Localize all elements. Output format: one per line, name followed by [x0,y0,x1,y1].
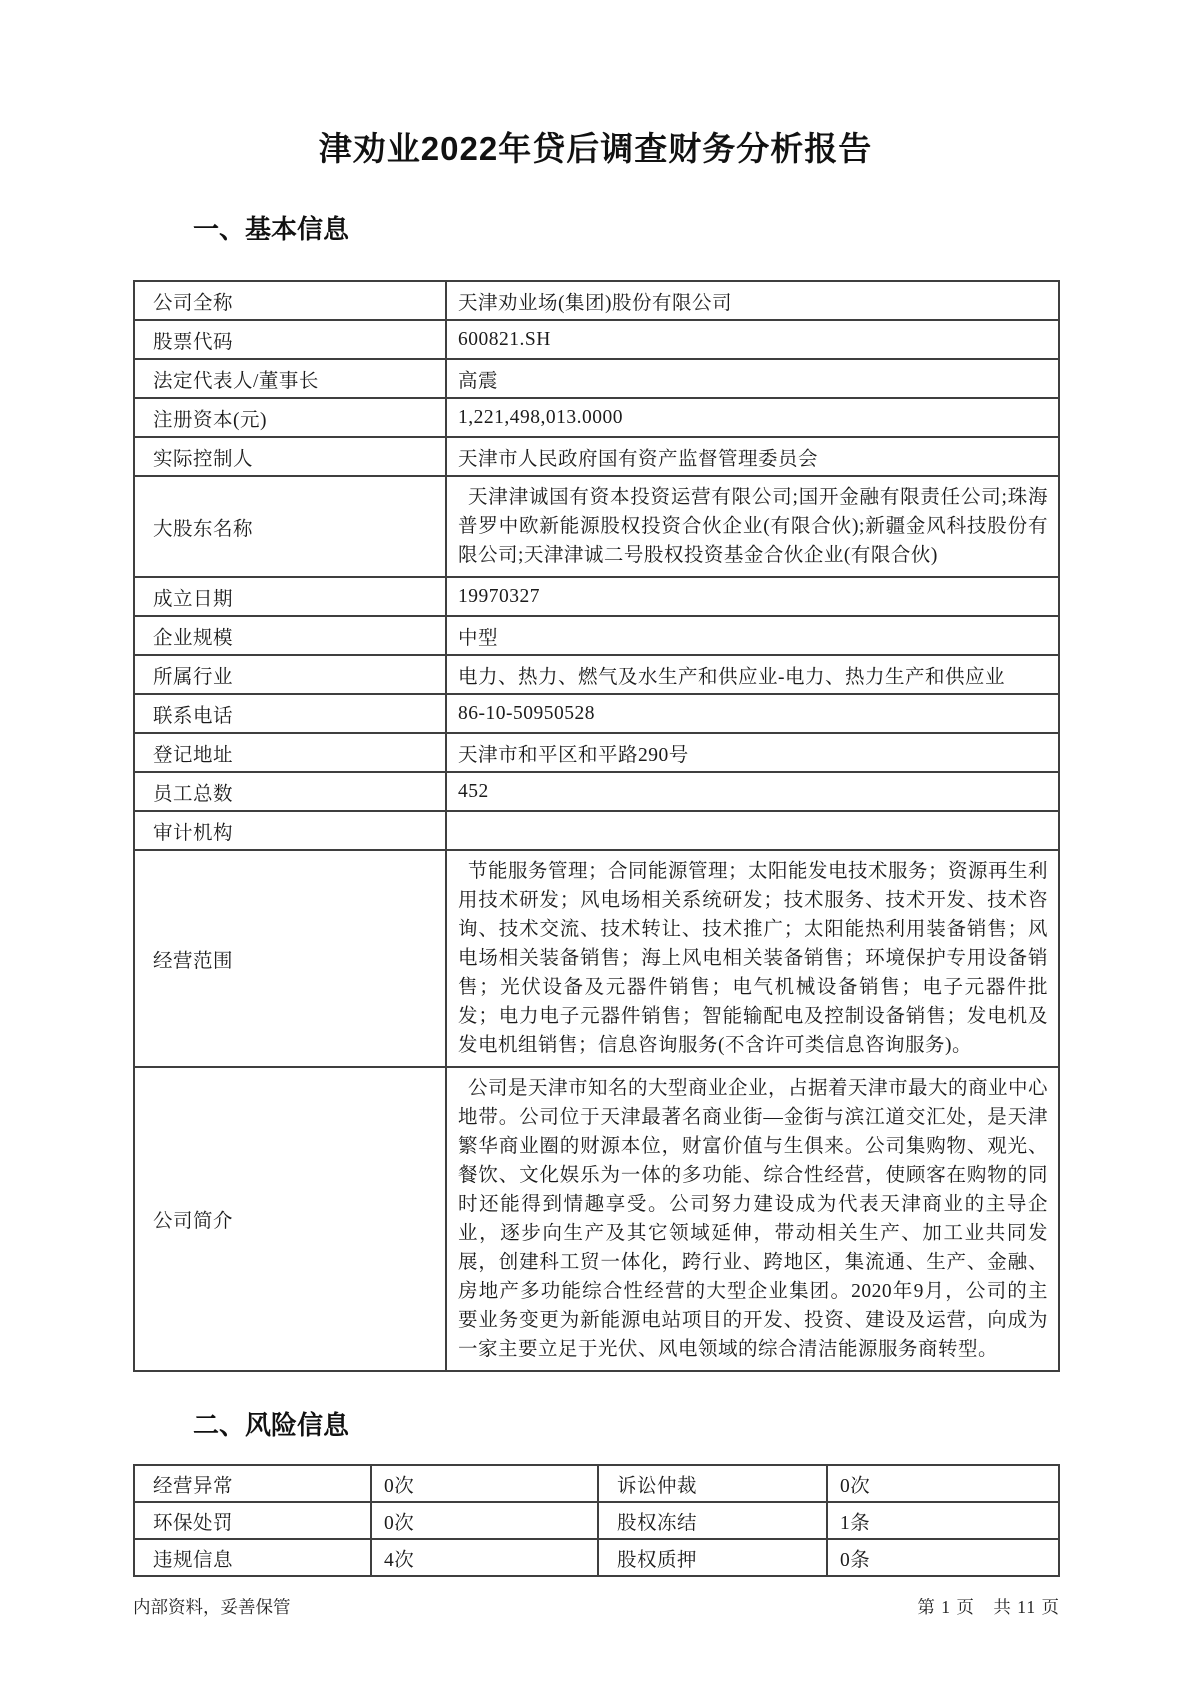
table-row [134,733,1059,772]
row-label: 成立日期 [134,577,446,616]
table-row [134,398,1059,437]
page-footer [133,1594,1060,1619]
row-label: 法定代表人/董事长 [134,359,446,398]
row-label: 公司全称 [134,281,446,320]
table-row [134,1465,1059,1502]
risk-value: 0次 [371,1502,598,1539]
row-value: 电力、热力、燃气及水生产和供应业-电力、热力生产和供应业 [446,655,1059,694]
risk-label: 股权冻结 [598,1502,827,1539]
risk-label: 股权质押 [598,1539,827,1576]
page-indicator: 第 1 页 共 11 页 [917,1597,1060,1617]
table-row [134,359,1059,398]
row-label: 大股东名称 [134,476,446,577]
table-row [134,320,1059,359]
row-value: 节能服务管理；合同能源管理；太阳能发电技术服务；资源再生利用技术研发；风电场相关系统研发；技术服务、技术开发、技术咨询、技术交流、技术转让、技术推广；太阳能热利用装备销售；风电场相关装备销售；海上风电相关装备销售；环境保护专用设备销售；光伏设备及元器件销售；电气机械设备销售；电子元器件批发；电力电子元器件销售；智能输配电及控制设备销售；发电机及发电机组销售；信息咨询服务(不含许可类信息咨询服务)。 [446,850,1059,1067]
row-value: 天津劝业场(集团)股份有限公司 [446,281,1059,320]
risk-info-table [133,1464,1060,1577]
section-heading-risk-info: 二、风险信息 [193,1410,350,1440]
row-value: 天津市和平区和平路290号 [446,733,1059,772]
risk-value: 1条 [827,1502,1059,1539]
row-label: 登记地址 [134,733,446,772]
row-label: 公司简介 [134,1067,446,1371]
table-row [134,772,1059,811]
risk-label: 经营异常 [134,1465,371,1502]
row-label: 股票代码 [134,320,446,359]
row-label: 审计机构 [134,811,446,850]
risk-value: 0条 [827,1539,1059,1576]
row-label: 企业规模 [134,616,446,655]
row-value: 天津市人民政府国有资产监督管理委员会 [446,437,1059,476]
risk-label: 违规信息 [134,1539,371,1576]
page-title: 津劝业2022年贷后调查财务分析报告 [318,130,873,167]
row-value: 1,221,498,013.0000 [446,398,1059,437]
row-value: 中型 [446,616,1059,655]
row-value: 19970327 [446,577,1059,616]
table-row [134,655,1059,694]
risk-label: 诉讼仲裁 [598,1465,827,1502]
table-row [134,850,1059,1067]
table-row [134,1067,1059,1371]
risk-value: 0次 [371,1465,598,1502]
table-row [134,577,1059,616]
table-row [134,437,1059,476]
table-row [134,1502,1059,1539]
row-label: 所属行业 [134,655,446,694]
row-value: 天津津诚国有资本投资运营有限公司;国开金融有限责任公司;珠海普罗中欧新能源股权投资合伙企业(有限合伙);新疆金风科技股份有限公司;天津津诚二号股权投资基金合伙企业(有限合伙) [446,476,1059,577]
row-value [446,811,1059,850]
row-value: 452 [446,772,1059,811]
row-label: 联系电话 [134,694,446,733]
risk-value: 0次 [827,1465,1059,1502]
table-row [134,811,1059,850]
row-value: 600821.SH [446,320,1059,359]
row-value: 86-10-50950528 [446,694,1059,733]
section-heading-basic-info: 一、基本信息 [193,214,350,244]
table-row [134,476,1059,577]
basic-info-table [133,280,1060,1372]
risk-label: 环保处罚 [134,1502,371,1539]
table-row [134,616,1059,655]
row-label: 员工总数 [134,772,446,811]
table-row [134,281,1059,320]
row-label: 注册资本(元) [134,398,446,437]
row-value: 高震 [446,359,1059,398]
table-row [134,694,1059,733]
row-label: 经营范围 [134,850,446,1067]
row-value: 公司是天津市知名的大型商业企业，占据着天津市最大的商业中心地带。公司位于天津最著名商业街—金街与滨江道交汇处，是天津繁华商业圈的财源本位，财富价值与生俱来。公司集购物、观光、餐饮、文化娱乐为一体的多功能、综合性经营，使顾客在购物的同时还能得到情趣享受。公司努力建设成为代表天津商业的主导企业，逐步向生产及其它领域延伸，带动相关生产、加工业共同发展，创建科工贸一体化，跨行业、跨地区，集流通、生产、金融、房地产多功能综合性经营的大型企业集团。2020年9月，公司的主要业务变更为新能源电站项目的开发、投资、建设及运营，向成为一家主要立足于光伏、风电领域的综合清洁能源服务商转型。 [446,1067,1059,1371]
row-label: 实际控制人 [134,437,446,476]
table-row [134,1539,1059,1576]
risk-value: 4次 [371,1539,598,1576]
footer-note: 内部资料，妥善保管 [133,1597,291,1617]
